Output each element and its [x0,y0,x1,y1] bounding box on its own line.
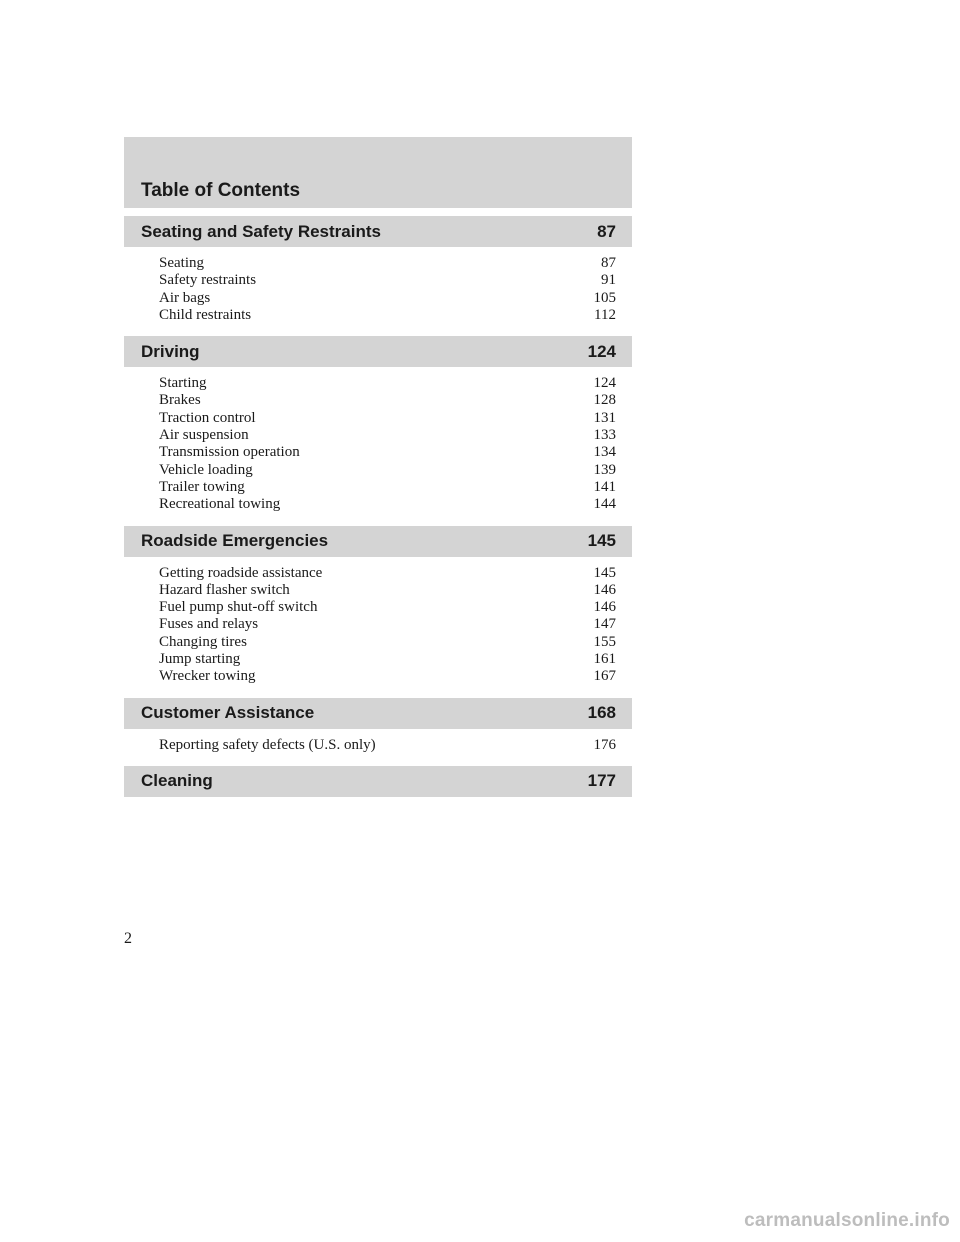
toc-entry[interactable] [159,737,616,754]
toc-section-customer-assistance [124,698,632,758]
entry-label: Traction control [159,409,256,426]
section-items [124,367,632,517]
section-page: 145 [587,531,616,551]
section-heading[interactable] [124,766,632,797]
page-title: Table of Contents [141,180,301,201]
entry-page: 146 [593,581,616,598]
toc-entry[interactable] [159,307,616,324]
page-number: 2 [124,930,132,947]
entry-page: 144 [593,496,616,513]
toc-entry[interactable] [159,410,616,427]
section-items [124,729,632,758]
entry-page: 134 [593,444,616,461]
toc-entry[interactable] [159,634,616,651]
entry-label: Recreational towing [159,496,281,513]
entry-page: 145 [593,564,616,581]
entry-label: Hazard flasher switch [159,581,290,598]
entry-page: 155 [593,633,616,650]
entry-page: 147 [593,616,616,633]
entry-label: Jump starting [159,651,241,668]
entry-label: Safety restraints [159,272,257,289]
toc-entry[interactable] [159,668,616,685]
section-page: 87 [597,221,616,241]
toc-entry[interactable] [159,255,616,272]
entry-label: Vehicle loading [159,461,253,478]
section-heading[interactable] [124,526,632,557]
toc-header [124,137,632,208]
section-title: Customer Assistance [141,703,315,723]
toc-entry[interactable] [159,375,616,392]
entry-label: Air suspension [159,427,249,444]
entry-page: 87 [601,255,616,271]
toc-entry[interactable] [159,565,616,582]
entry-page: 133 [593,427,616,444]
toc-entry[interactable] [159,616,616,633]
section-title: Seating and Safety Restraints [141,221,381,241]
section-page: 177 [587,771,616,791]
entry-label: Changing tires [159,633,247,650]
entry-page: 146 [593,599,616,616]
entry-page: 141 [593,478,616,495]
entry-label: Transmission operation [159,444,300,461]
toc-section-cleaning [124,766,632,797]
watermark: carmanualsonline.info [744,1210,950,1231]
entry-page: 124 [593,375,616,392]
toc-entry[interactable] [159,651,616,668]
entry-label: Starting [159,375,207,392]
section-heading[interactable] [124,336,632,367]
section-heading[interactable] [124,216,632,247]
entry-label: Child restraints [159,306,252,323]
toc-entry[interactable] [159,462,616,479]
section-title: Cleaning [141,771,213,791]
entry-page: 128 [593,392,616,409]
section-items [124,247,632,328]
entry-page: 167 [593,668,616,685]
toc-section-roadside [124,526,632,690]
entry-label: Brakes [159,392,201,409]
section-page: 168 [587,703,616,723]
toc-entry[interactable] [159,599,616,616]
toc-entry[interactable] [159,444,616,461]
toc-entry[interactable] [159,272,616,289]
toc-entry[interactable] [159,427,616,444]
entry-page: 131 [593,409,616,426]
entry-page: 105 [593,289,616,306]
toc-entry[interactable] [159,496,616,513]
section-title: Roadside Emergencies [141,531,329,551]
entry-page: 112 [594,306,616,323]
entry-label: Fuel pump shut-off switch [159,599,318,616]
entry-label: Getting roadside assistance [159,564,323,581]
entry-label: Reporting safety defects (U.S. only) [159,736,376,753]
toc-section-seating [124,216,632,328]
toc-entry[interactable] [159,479,616,496]
entry-label: Seating [159,255,204,271]
entry-page: 176 [593,736,616,753]
entry-page: 91 [601,272,616,289]
section-page: 124 [587,341,616,361]
entry-page: 161 [593,651,616,668]
entry-label: Wrecker towing [159,668,256,685]
entry-label: Trailer towing [159,478,245,495]
entry-label: Air bags [159,289,211,306]
table-of-contents [124,137,632,797]
section-items [124,557,632,690]
toc-section-driving [124,336,632,517]
toc-entry[interactable] [159,290,616,307]
toc-entry[interactable] [159,582,616,599]
section-title: Driving [141,341,200,361]
section-heading[interactable] [124,698,632,729]
entry-page: 139 [593,461,616,478]
entry-label: Fuses and relays [159,616,259,633]
toc-entry[interactable] [159,392,616,409]
